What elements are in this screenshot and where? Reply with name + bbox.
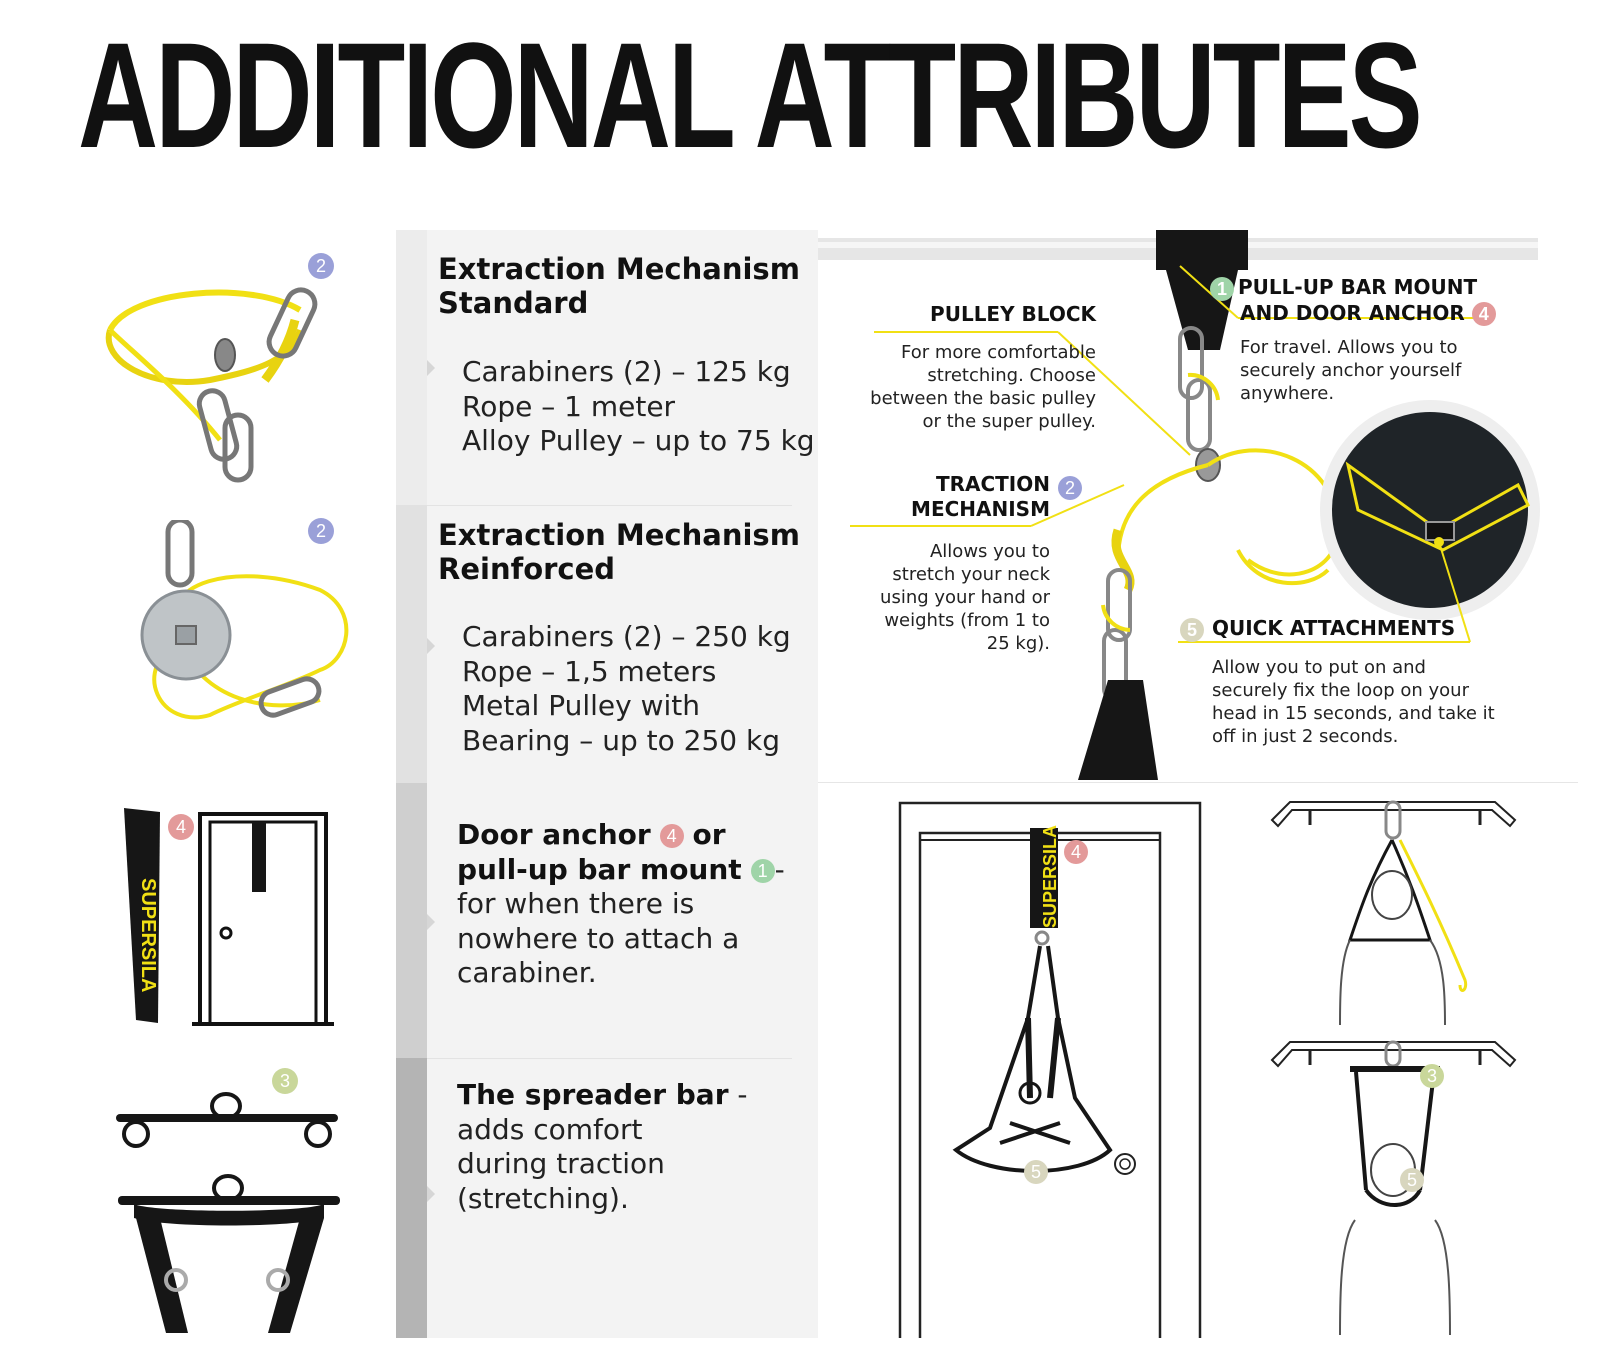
traction-text [850,540,1050,655]
divider [427,505,792,506]
callout-text: 25 kg). [986,633,1050,654]
badge-3: 3 [272,1068,298,1094]
divider [427,1058,792,1059]
callout-title: AND DOOR ANCHOR [1240,300,1465,325]
badge-5: 5 [1400,1168,1424,1192]
callout-text: head in 15 seconds, and take it [1212,702,1495,724]
callout-text: For more comfortable [901,342,1096,363]
callout-text: anywhere. [1240,383,1335,404]
callout-title: MECHANISM [911,497,1050,521]
brand-logo: SUPERSILA [1040,824,1060,928]
heading-line: Reinforced [438,552,616,586]
body-line: carabiner. [457,956,597,989]
callout-text: securely anchor yourself [1240,360,1462,381]
body-line: adds comfort [457,1112,643,1146]
door-harness-illustration [880,798,1210,1338]
spec-item: Rope – 1 meter [462,389,676,423]
section-strip [396,505,427,783]
badge-5: 5 [1024,1160,1048,1184]
callout-text: stretching. Choose [927,365,1096,386]
page-title: ADDITIONAL ATTRIBUTES [78,11,1420,179]
brand-logo: SUPERSILA [137,878,159,993]
traction-callout [900,472,1100,522]
badge-4: 4 [1064,840,1088,864]
section-arrow [427,914,435,930]
pullup-callout [1216,275,1496,405]
spreader-bar-description [457,1078,797,1216]
body-line: during traction [457,1147,665,1180]
section-arrow [427,1186,435,1202]
spreader-bar-image [114,1078,344,1333]
spec-item: Metal Pulley with [462,689,700,722]
heading-line: Extraction Mechanism [438,252,800,286]
badge-1: 1 [1210,277,1234,301]
callout-text: Allow you to put on and [1212,656,1426,678]
badge-1: 1 [751,859,775,883]
section-arrow [427,638,435,654]
callout-text: stretch your neck [892,564,1050,585]
callout-text: using your hand or [880,587,1050,608]
text: or [692,818,726,851]
text: - [728,1078,748,1111]
callout-title: QUICK ATTACHMENTS [1212,616,1456,640]
callout-text: or the super pulley. [922,411,1096,432]
body-line: for when there is [457,887,695,920]
badge-2: 2 [308,518,334,544]
pullup-mount-label: pull-up bar mount [457,852,742,886]
pulley-callout [836,302,1096,433]
section-heading [438,518,800,586]
standard-pulley-rope-image [90,270,340,500]
door-anchor-label: Door anchor [457,818,651,851]
spec-item: Carabiners (2) – 125 kg [462,355,791,388]
badge-4: 4 [1472,302,1496,326]
section-strip [396,1058,427,1338]
spec-item: Carabiners (2) – 250 kg [462,620,791,653]
callout-title: PULL-UP BAR MOUNT [1238,275,1478,299]
callout-text: Allows you to [929,541,1050,562]
section-strip [396,783,427,1058]
quick-attachments-callout [1180,616,1495,748]
callout-title: PULLEY BLOCK [930,302,1096,326]
section-heading [438,252,800,320]
spreader-bar-label: The spreader bar [457,1078,729,1111]
spec-item: Rope – 1,5 meters [462,654,717,688]
section-strip [396,230,427,505]
spec-item: Bearing – up to 250 kg [462,723,780,757]
spec-list [462,355,815,459]
spec-list [462,620,791,758]
heading-line: Standard [438,286,589,320]
door-anchor-description [457,818,797,991]
spec-item: Alloy Pulley – up to 75 kg [462,424,815,457]
callout-text: off in just 2 seconds. [1212,725,1399,747]
body-line: (stretching). [457,1181,629,1215]
badge-4: 4 [168,814,194,840]
badge-5: 5 [1180,618,1204,642]
badge-2: 2 [308,253,334,279]
text: - [774,852,785,886]
badge-4: 4 [660,824,684,848]
badge-2: 2 [1058,476,1082,500]
heading-line: Extraction Mechanism [438,518,800,552]
badge-3: 3 [1420,1064,1444,1088]
pullup-bar-user-illustration [1270,800,1540,1025]
callout-text: securely fix the loop on your [1212,679,1469,701]
callout-title: TRACTION [935,472,1050,496]
body-line: nowhere to attach a [457,921,740,955]
reinforced-pulley-rope-image [120,520,360,740]
callout-text: weights (from 1 to [884,610,1050,631]
section-arrow [427,360,435,376]
callout-text: For travel. Allows you to [1240,337,1458,358]
door-anchor-image [120,808,340,1033]
divider [818,782,1578,783]
callout-text: between the basic pulley [870,388,1096,409]
